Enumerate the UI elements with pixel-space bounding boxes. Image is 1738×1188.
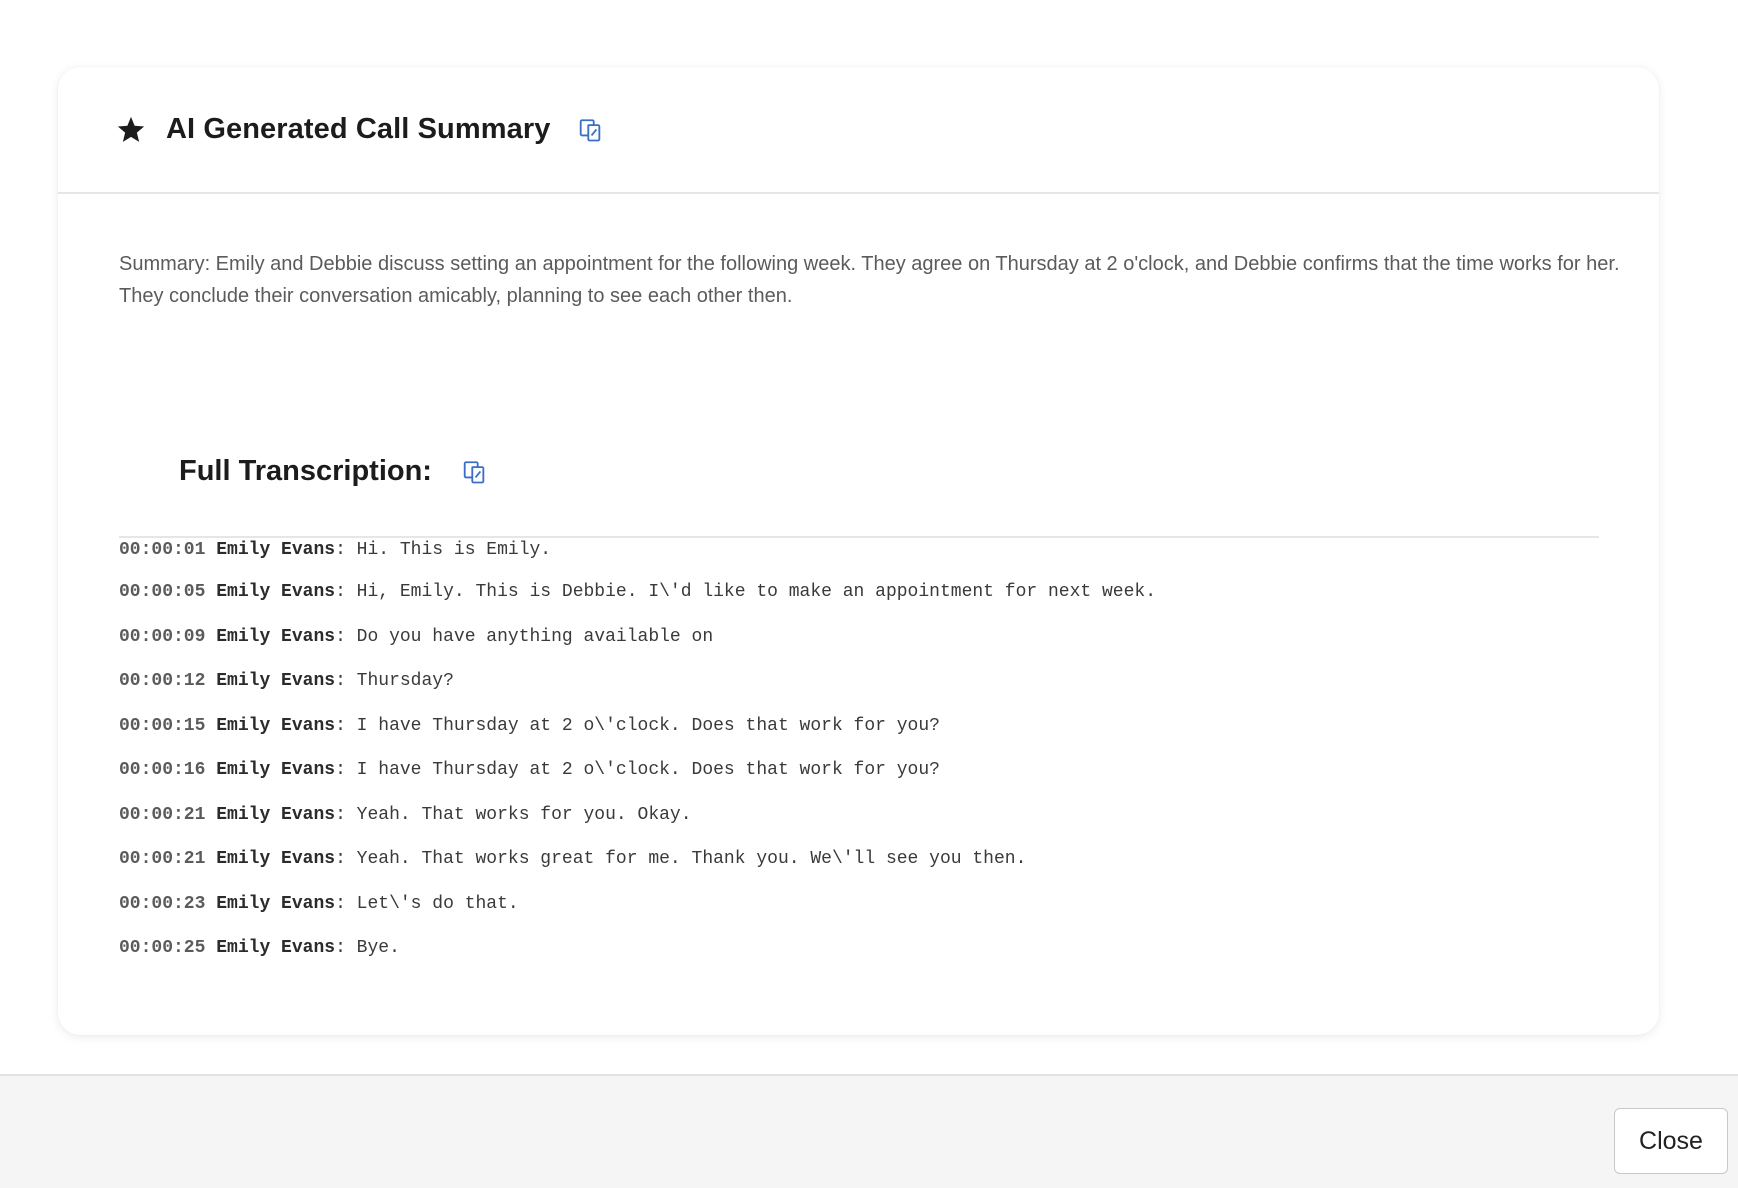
timestamp: 00:00:21 <box>119 849 206 869</box>
line-text: Yeah. That works for you. Okay. <box>356 804 692 825</box>
line-text: Yeah. That works great for me. Thank you. We\'ll see you then. <box>356 849 1027 869</box>
line-text: Hi. This is Emily. <box>356 540 552 560</box>
speaker-name: Emily Evans <box>216 760 336 780</box>
speaker-name: Emily Evans <box>216 804 336 825</box>
transcript-line: 00:00:16 Emily Evans: I have Thursday at 2 o\'clock. Does that work for you? <box>119 760 940 780</box>
timestamp: 00:00:01 <box>119 540 206 560</box>
line-text: Do you have anything available on <box>356 626 714 647</box>
card-title: AI Generated Call Summary <box>166 113 551 145</box>
transcript-line: 00:00:09 Emily Evans: Do you have anything available on <box>119 626 714 647</box>
transcript-line: 00:00:21 Emily Evans: Yeah. That works great for me. Thank you. We\'ll see you then. <box>119 849 1027 869</box>
timestamp: 00:00:21 <box>119 804 206 825</box>
transcript-list <box>119 540 1599 971</box>
line-text: Hi, Emily. This is Debbie. I\'d like to make an appointment for next week. <box>356 582 1157 602</box>
modal-footer <box>0 1074 1738 1188</box>
line-text: Let\'s do that. <box>356 893 519 914</box>
speaker-name: Emily Evans <box>216 938 336 958</box>
close-button[interactable]: Close <box>1614 1108 1728 1174</box>
transcript-line: 00:00:01 Emily Evans: Hi. This is Emily. <box>119 540 552 560</box>
timestamp: 00:00:12 <box>119 671 206 691</box>
star-icon <box>116 115 146 145</box>
transcription-header <box>179 455 490 488</box>
transcript-line: 00:00:05 Emily Evans: Hi, Emily. This is Debbie. I\'d like to make an appointment for next week. <box>119 582 1157 602</box>
line-text: I have Thursday at 2 o\'clock. Does that work for you? <box>356 760 940 780</box>
call-summary-card <box>58 67 1659 1035</box>
timestamp: 00:00:05 <box>119 582 206 602</box>
transcription-title: Full Transcription: <box>179 455 432 487</box>
speaker-name: Emily Evans <box>216 893 336 914</box>
speaker-name: Emily Evans <box>216 715 336 736</box>
copy-summary-icon[interactable] <box>576 115 606 145</box>
speaker-name: Emily Evans <box>216 582 336 602</box>
timestamp: 00:00:23 <box>119 893 206 914</box>
timestamp: 00:00:16 <box>119 760 206 780</box>
transcription-divider <box>119 536 1599 538</box>
line-text: I have Thursday at 2 o\'clock. Does that work for you? <box>356 715 940 736</box>
transcript-line: 00:00:23 Emily Evans: Let\'s do that. <box>119 893 519 914</box>
speaker-name: Emily Evans <box>216 671 336 691</box>
timestamp: 00:00:15 <box>119 715 206 736</box>
timestamp: 00:00:09 <box>119 626 206 647</box>
card-header <box>58 67 1659 194</box>
speaker-name: Emily Evans <box>216 849 336 869</box>
speaker-name: Emily Evans <box>216 626 336 647</box>
line-text: Thursday? <box>356 671 454 691</box>
speaker-name: Emily Evans <box>216 540 336 560</box>
line-text: Bye. <box>356 938 400 958</box>
transcript-line: 00:00:12 Emily Evans: Thursday? <box>119 671 454 691</box>
summary-text: Summary: Emily and Debbie discuss setting an appointment for the following week. They agree on Thursday at 2 o'clock, and Debbie confirms that the time works for her. They conclude their conversation amicably, planning to see each other then. <box>119 253 1620 307</box>
transcript-line: 00:00:25 Emily Evans: Bye. <box>119 938 400 958</box>
transcript-line: 00:00:15 Emily Evans: I have Thursday at 2 o\'clock. Does that work for you? <box>119 715 940 736</box>
copy-transcription-icon[interactable] <box>460 457 490 487</box>
transcript-line: 00:00:21 Emily Evans: Yeah. That works for you. Okay. <box>119 804 692 825</box>
timestamp: 00:00:25 <box>119 938 206 958</box>
